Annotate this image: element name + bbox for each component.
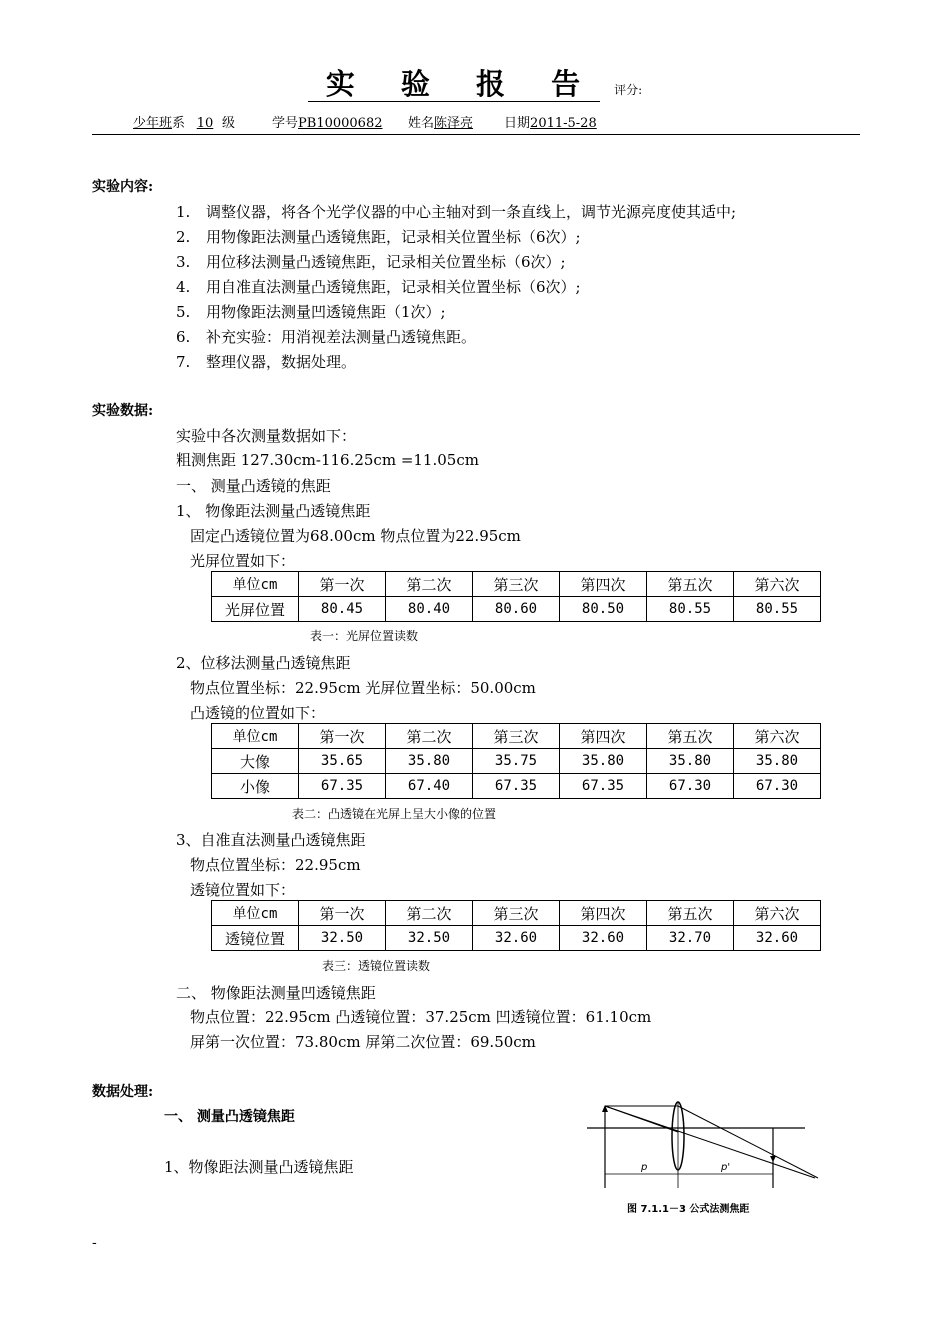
table-cell: 35.80 bbox=[560, 749, 647, 774]
table-header-row bbox=[212, 901, 821, 926]
table-screen-position bbox=[211, 571, 821, 622]
grade-label: 级 bbox=[222, 116, 236, 131]
id-value: PB10000682 bbox=[298, 116, 383, 131]
table-cell: 第三次 bbox=[473, 724, 560, 749]
table2-caption: 表二：凸透镜在光屏上呈大小像的位置 bbox=[292, 807, 497, 821]
table-cell: 32.60 bbox=[473, 926, 560, 951]
sub1-fixed: 固定凸透镜位置为68.00cm 物点位置为22.95cm bbox=[190, 527, 521, 545]
dept-label: 系 bbox=[172, 116, 186, 131]
lens-formula-figure bbox=[585, 1098, 820, 1223]
table-cell: 80.45 bbox=[299, 597, 386, 622]
table-cell: 第四次 bbox=[560, 724, 647, 749]
part2-line2: 屏第一次位置：73.80cm 屏第二次位置：69.50cm bbox=[190, 1033, 536, 1051]
content-item: 6. 补充实验：用消视差法测量凸透镜焦距。 bbox=[176, 328, 477, 346]
table-cell: 32.60 bbox=[560, 926, 647, 951]
table-header-row bbox=[212, 724, 821, 749]
sub3-lens: 透镜位置如下： bbox=[190, 881, 296, 899]
table-cell: 第二次 bbox=[386, 572, 473, 597]
table-cell: 35.80 bbox=[647, 749, 734, 774]
table-cell: 80.50 bbox=[560, 597, 647, 622]
table-cell: 35.65 bbox=[299, 749, 386, 774]
content-item: 5. 用物像距法测量凹透镜焦距（1次）; bbox=[176, 303, 446, 321]
table-cell: 第一次 bbox=[299, 572, 386, 597]
table-cell: 35.75 bbox=[473, 749, 560, 774]
table-cell: 第五次 bbox=[647, 572, 734, 597]
footer-mark: - bbox=[92, 1235, 97, 1251]
table-cell: 第六次 bbox=[734, 724, 821, 749]
content-item: 1. 调整仪器，将各个光学仪器的中心主轴对到一条直线上，调节光源亮度使其适中; bbox=[176, 203, 737, 221]
info-line bbox=[92, 112, 597, 131]
table-cell: 单位cm bbox=[212, 901, 299, 926]
table-cell: 第三次 bbox=[473, 572, 560, 597]
sub1-heading: 1、 物像距法测量凸透镜焦距 bbox=[176, 502, 371, 520]
content-item: 3. 用位移法测量凸透镜焦距，记录相关位置坐标（6次）; bbox=[176, 253, 566, 271]
table-row bbox=[212, 597, 821, 622]
table-row bbox=[212, 749, 821, 774]
sub2-positions: 物点位置坐标：22.95cm 光屏位置坐标：50.00cm bbox=[190, 679, 536, 697]
table-row bbox=[212, 774, 821, 799]
data-intro: 实验中各次测量数据如下： bbox=[176, 427, 357, 445]
date-value: 2011-5-28 bbox=[530, 116, 597, 131]
table-cell: 第三次 bbox=[473, 901, 560, 926]
image-arrow-icon bbox=[770, 1156, 776, 1162]
sub2-heading: 2、位移法测量凸透镜焦距 bbox=[176, 654, 351, 672]
label-p: p bbox=[641, 1162, 648, 1173]
sub3-position: 物点位置坐标：22.95cm bbox=[190, 856, 361, 874]
table-cell: 小像 bbox=[212, 774, 299, 799]
table-cell: 第一次 bbox=[299, 724, 386, 749]
table-cell: 第五次 bbox=[647, 901, 734, 926]
part1-heading: 一、 测量凸透镜的焦距 bbox=[176, 477, 331, 495]
processing-sub1: 1、物像距法测量凸透镜焦距 bbox=[164, 1158, 354, 1176]
title-text: 实 验 报 告 bbox=[308, 67, 600, 102]
table-cell: 光屏位置 bbox=[212, 597, 299, 622]
name-label: 姓名 bbox=[408, 116, 435, 131]
table-cell: 67.35 bbox=[473, 774, 560, 799]
table-cell: 单位cm bbox=[212, 724, 299, 749]
table-cell: 第五次 bbox=[647, 724, 734, 749]
date-label: 日期 bbox=[504, 116, 531, 131]
table-cell: 67.30 bbox=[647, 774, 734, 799]
table-autocollimation bbox=[211, 900, 821, 951]
table-cell: 透镜位置 bbox=[212, 926, 299, 951]
table-cell: 32.60 bbox=[734, 926, 821, 951]
table-cell: 67.35 bbox=[299, 774, 386, 799]
table-lens-image bbox=[211, 723, 821, 799]
table-cell: 第六次 bbox=[734, 901, 821, 926]
table-cell: 80.40 bbox=[386, 597, 473, 622]
ray-refracted bbox=[678, 1106, 818, 1178]
data-heading: 实验数据: bbox=[92, 403, 154, 419]
content-item: 4. 用自准直法测量凸透镜焦距，记录相关位置坐标（6次）; bbox=[176, 278, 581, 296]
table-cell: 32.70 bbox=[647, 926, 734, 951]
sub3-heading: 3、自准直法测量凸透镜焦距 bbox=[176, 831, 366, 849]
table-cell: 大像 bbox=[212, 749, 299, 774]
table-row bbox=[212, 926, 821, 951]
sub2-lens: 凸透镜的位置如下： bbox=[190, 704, 326, 722]
sub1-screen: 光屏位置如下： bbox=[190, 552, 296, 570]
table-header-row bbox=[212, 572, 821, 597]
class-field: 少年班 bbox=[132, 116, 172, 131]
table-cell: 第六次 bbox=[734, 572, 821, 597]
table-cell: 单位cm bbox=[212, 572, 299, 597]
table-cell: 第一次 bbox=[299, 901, 386, 926]
table-cell: 67.30 bbox=[734, 774, 821, 799]
table-cell: 32.50 bbox=[299, 926, 386, 951]
content-heading: 实验内容: bbox=[92, 179, 154, 195]
processing-part1: 一、 测量凸透镜焦距 bbox=[164, 1109, 295, 1125]
table-cell: 第四次 bbox=[560, 572, 647, 597]
table-cell: 80.55 bbox=[734, 597, 821, 622]
table-cell: 第二次 bbox=[386, 724, 473, 749]
content-item: 2. 用物像距法测量凸透镜焦距，记录相关位置坐标（6次）; bbox=[176, 228, 581, 246]
table3-caption: 表三：透镜位置读数 bbox=[322, 959, 431, 973]
label-pp: p' bbox=[721, 1162, 731, 1173]
table-cell: 35.80 bbox=[386, 749, 473, 774]
header-rule bbox=[92, 134, 860, 135]
content-item: 7. 整理仪器，数据处理。 bbox=[176, 353, 357, 371]
score-label: 评分: bbox=[614, 83, 643, 97]
table-cell: 32.50 bbox=[386, 926, 473, 951]
processing-heading: 数据处理: bbox=[92, 1084, 154, 1100]
figure-caption: 图 7.1.1－3 公式法测焦距 bbox=[627, 1204, 750, 1215]
part2-heading: 二、 物像距法测量凹透镜焦距 bbox=[176, 984, 376, 1002]
table1-caption: 表一：光屏位置读数 bbox=[310, 629, 419, 643]
table-cell: 80.60 bbox=[473, 597, 560, 622]
table-cell: 第二次 bbox=[386, 901, 473, 926]
table-cell: 67.35 bbox=[560, 774, 647, 799]
report-title bbox=[0, 62, 950, 103]
rough-focal: 粗测焦距 127.30cm-116.25cm =11.05cm bbox=[176, 451, 479, 469]
part2-line1: 物点位置：22.95cm 凸透镜位置：37.25cm 凹透镜位置：61.10cm bbox=[190, 1008, 652, 1026]
grade-num: 10 bbox=[196, 116, 214, 131]
table-cell: 第四次 bbox=[560, 901, 647, 926]
table-cell: 67.40 bbox=[386, 774, 473, 799]
id-label: 学号 bbox=[272, 116, 299, 131]
table-cell: 80.55 bbox=[647, 597, 734, 622]
name-value: 陈泽亮 bbox=[434, 116, 474, 131]
table-cell: 35.80 bbox=[734, 749, 821, 774]
